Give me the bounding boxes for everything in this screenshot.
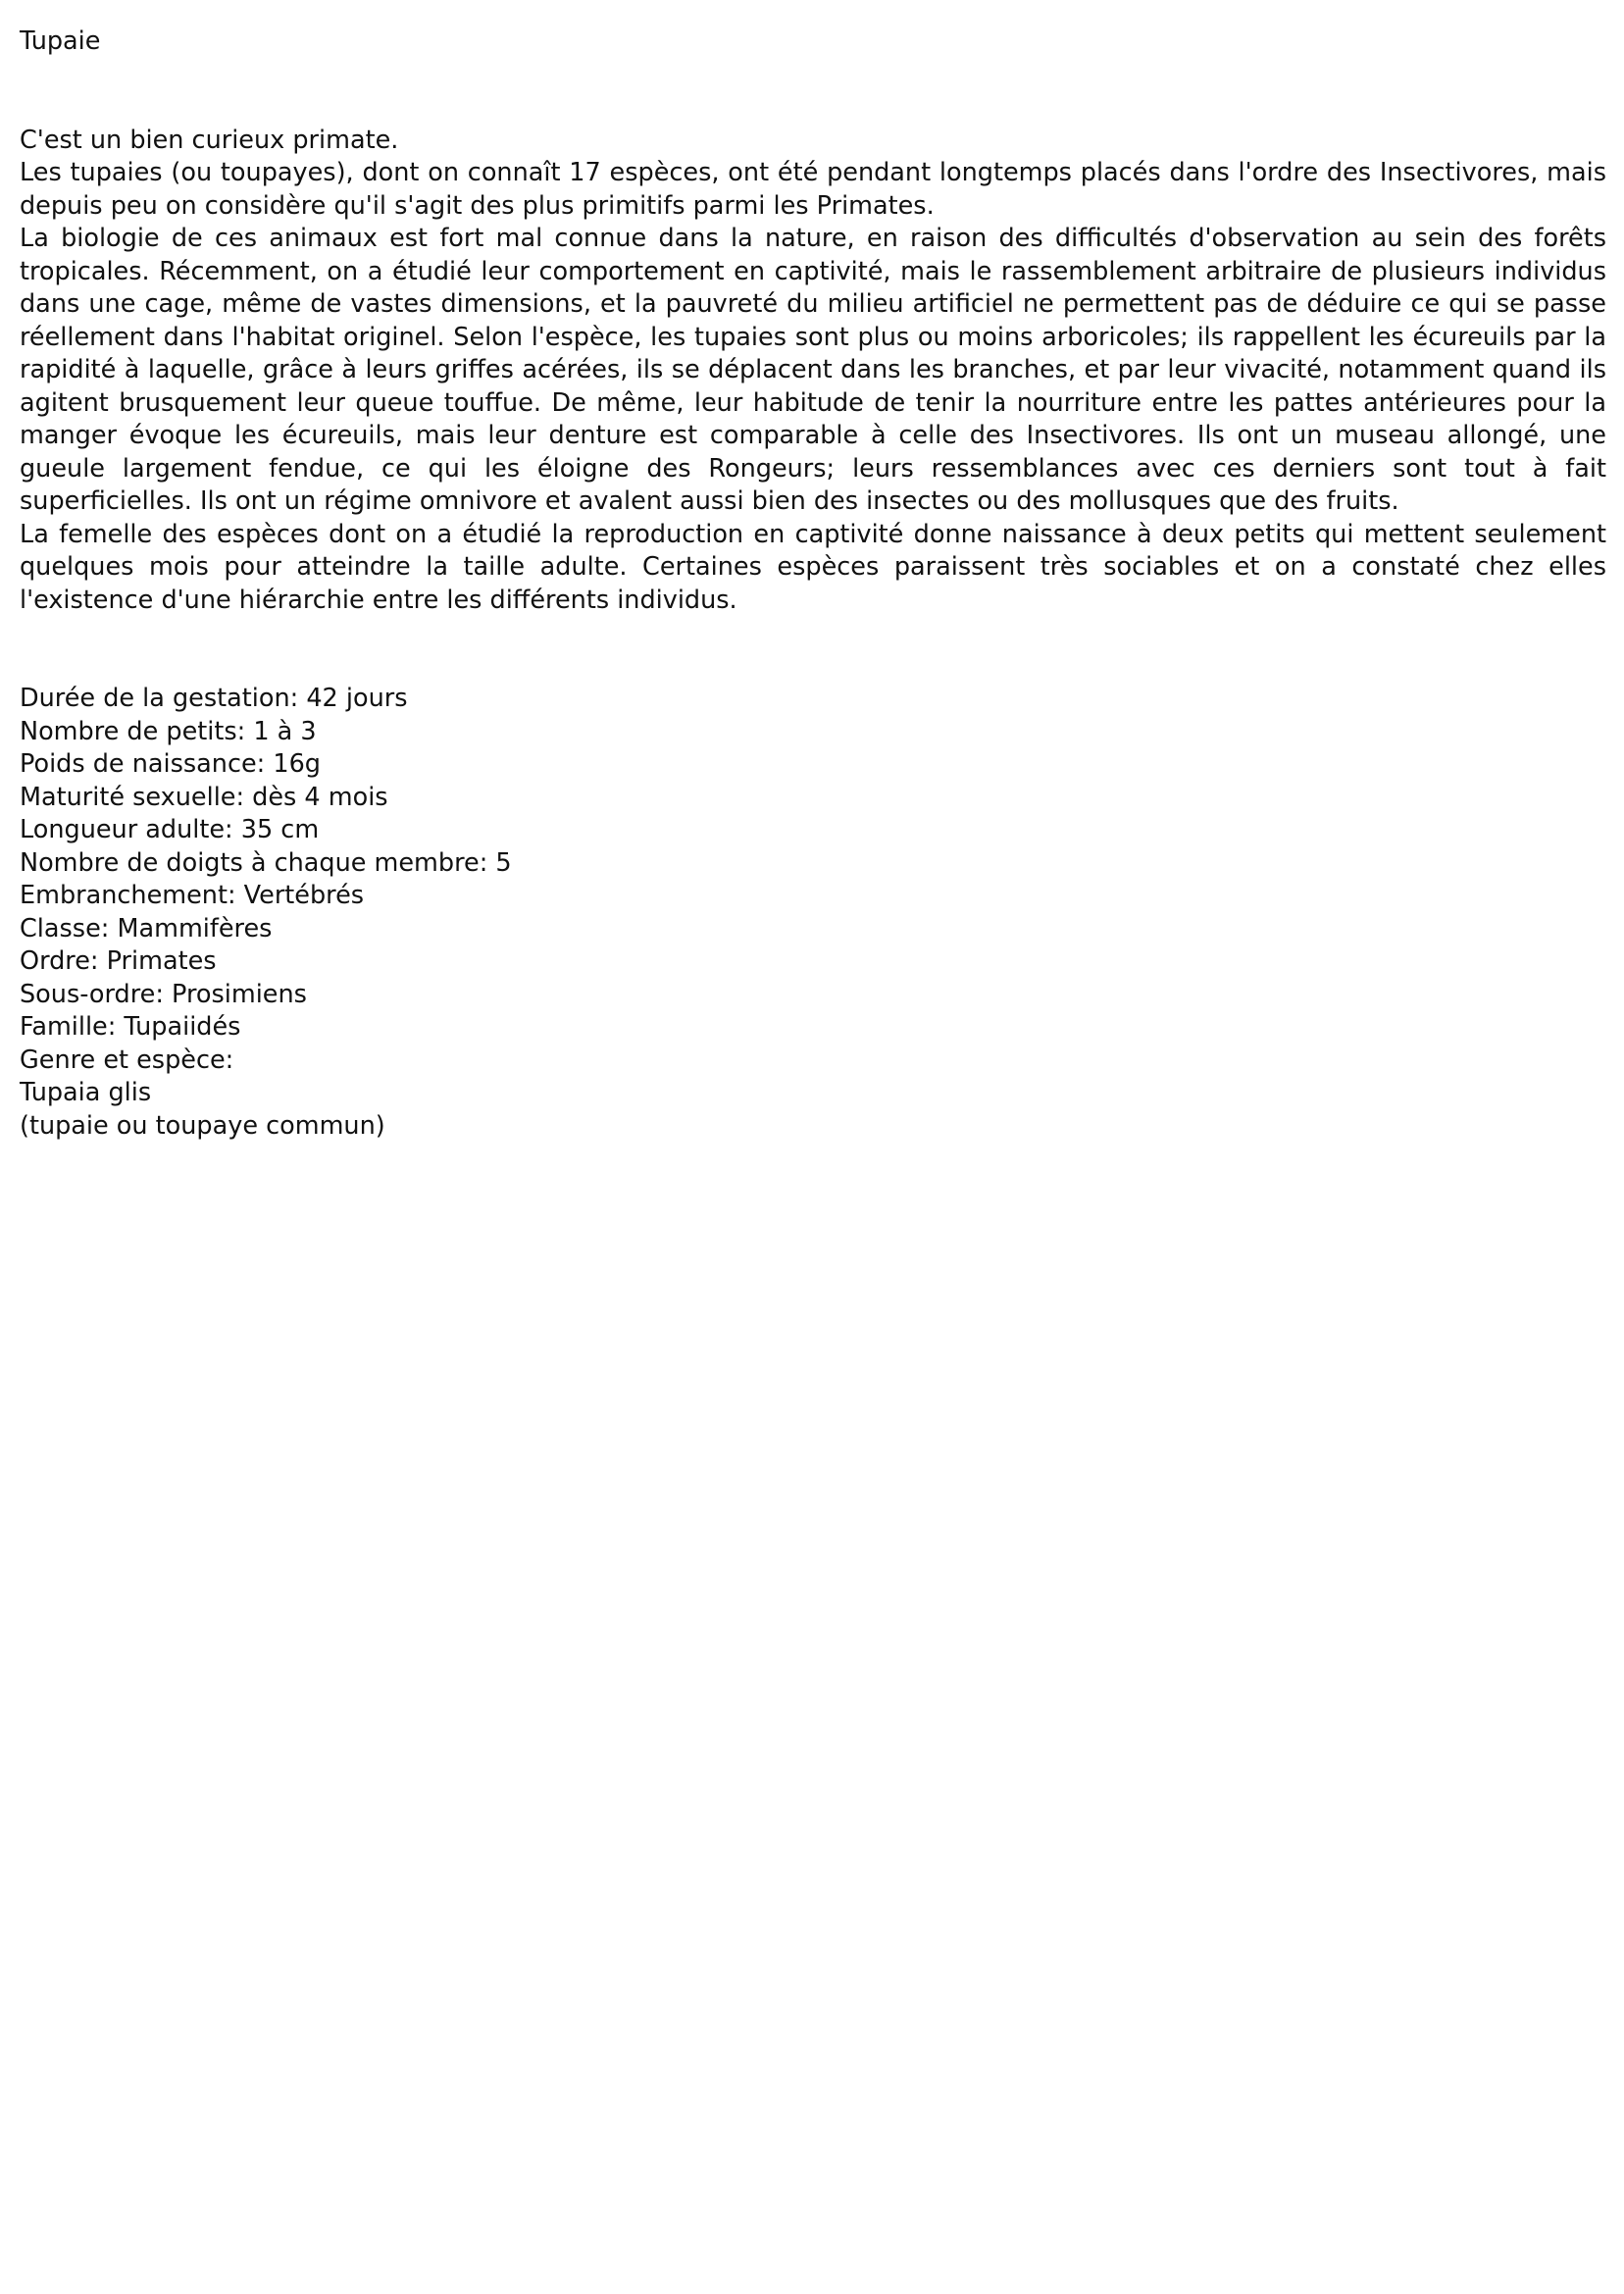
fact-litter-size: Nombre de petits: 1 à 3 [20,716,317,746]
document-title: Tupaie [20,26,101,56]
fact-sexual-maturity: Maturité sexuelle: dès 4 mois [20,782,388,812]
paragraph-biology: La biologie de ces animaux est fort mal connue dans la nature, en raison des difficultés d'observation au sein des forêts tropicales. Récemment, on a étudié leur comportement en captivité, mais le rassemblement arbitraire de plusieurs individus dans une cage, même de vastes dimensions, et la pauvreté du milieu artificiel ne permettent pas de déduire ce qui se passe réellement dans l'habitat originel. Selon l'espèce, les tupaies sont plus ou moins arboricoles; ils rappellent les écureuils par la rapidité à laquelle, grâce à leurs griffes acérées, ils se déplacent dans les branches, et par leur vivacité, notamment quand ils agitent brusquement leur queue touffue. De même, leur habitude de tenir la nourriture entre les pattes antérieures pour la manger évoque les écureuils, mais leur denture est comparable à celle des Insectivores. Ils ont un museau allongé, une gueule largement fendue, ce qui les éloigne des Rongeurs; leurs ressemblances avec ces derniers sont tout à fait superficielles. Ils ont un régime omnivore et avalent aussi bien des insectes ou des mollusques que des fruits. [20,224,1606,516]
fact-suborder: Sous-ordre: Prosimiens [20,979,307,1009]
fact-phylum: Embranchement: Vertébrés [20,881,365,910]
fact-order: Ordre: Primates [20,946,217,976]
document-page [20,25,1606,1168]
fact-adult-length: Longueur adulte: 35 cm [20,815,320,844]
document-body [20,125,1606,618]
fact-birth-weight: Poids de naissance: 16g [20,749,321,779]
fact-class: Classe: Mammifères [20,913,273,943]
fact-common-name: (tupaie ou toupaye commun) [20,1110,385,1141]
fact-gestation: Durée de la gestation: 42 jours [20,684,408,713]
fact-digits: Nombre de doigts à chaque membre: 5 [20,847,512,878]
fact-genus-species-label: Genre et espèce: [20,1045,234,1075]
paragraph-classification: Les tupaies (ou toupayes), dont on connaît 17 espèces, ont été pendant longtemps placés dans l'ordre des Insectivores, mais depuis peu on considère qu'il s'agit des plus primitifs parmi les Primates. [20,158,1606,221]
paragraph-reproduction: La femelle des espèces dont on a étudié la reproduction en captivité donne naissance à deux petits qui mettent seulement quelques mois pour atteindre la taille adulte. Certaines espèces paraissent très sociables et on a constaté chez elles l'existence d'une hiérarchie entre les différents individus. [20,519,1606,615]
fact-scientific-name: Tupaia glis [20,1078,152,1107]
paragraph-intro: C'est un bien curieux primate. [20,125,399,155]
fact-family: Famille: Tupaiidés [20,1012,241,1042]
fact-sheet [20,683,1606,1143]
